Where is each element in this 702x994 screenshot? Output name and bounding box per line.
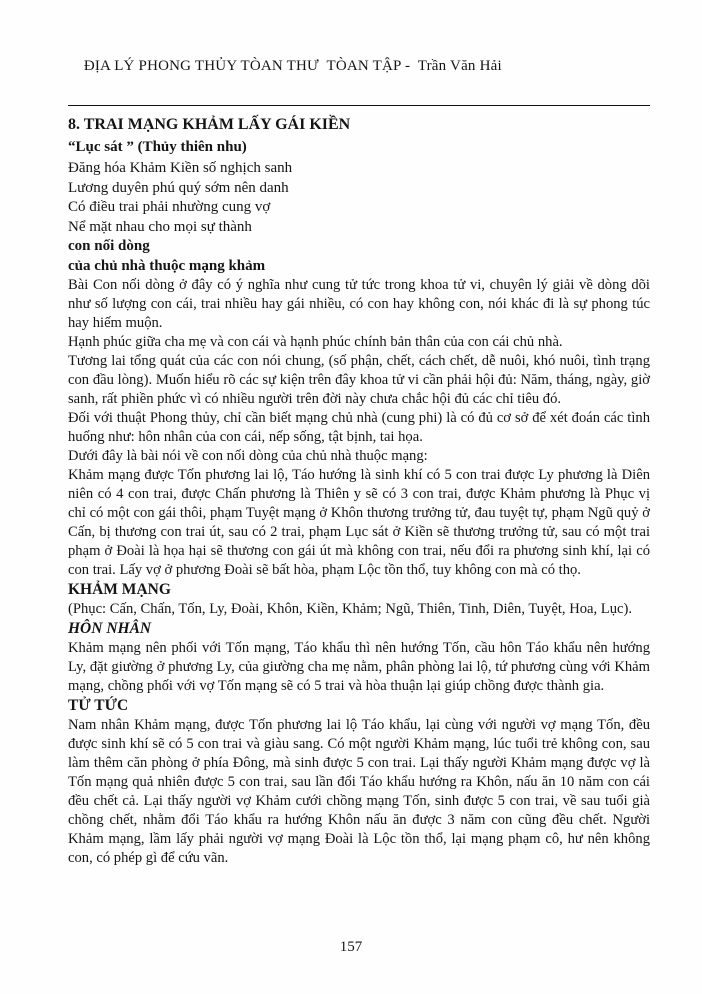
page-content xyxy=(68,115,650,868)
paragraph-4: Đối với thuật Phong thủy, chỉ cần biết mạng chủ nhà (cung phi) là có đủ cơ sở để xét đoán các tình huống như: hôn nhân của con cái, nếp sống, tật bịnh, tai họa. xyxy=(68,410,650,445)
heading-tu-tuc: TỬ TỨC xyxy=(68,697,129,714)
verse-line-2: Lương duyên phú quý sớm nên danh xyxy=(68,179,289,196)
tu-tuc-body: Nam nhân Khảm mạng, được Tốn phương lai lộ Táo khẩu, lại cùng với người vợ mạng Tốn, đều được sinh khí sẽ có 5 con trai và giàu sang. Có một người Khảm mạng, lúc tuổi trẻ không con, sau làm thêm căn phòng ở phía Đông, mà sinh được 5 con trai. Lại thấy người Khảm mạng được vợ là Tốn mạng quả nhiên được 5 con trai, sau lần đổi Táo khẩu hướng ra Khôn, nấu ăn 10 năm con cái đều chết cả. Lại thấy người vợ Khảm cưới chồng mạng Tốn, sinh được 5 con trai, về sau tuổi già chồng chết, nhằm đổi Táo khẩu ra hướng Khôn nấu ăn được 3 năm con cũng đều chết. Người Khảm mạng, lầm lấy phải người vợ mạng Đoài là Lộc tồn thổ, lại mạng phạm cô, hư nên không con, có phép gì để cứu vãn. xyxy=(68,717,650,866)
paragraph-2: Hạnh phúc giữa cha mẹ và con cái và hạnh phúc chính bản thân của con cái chủ nhà. xyxy=(68,334,563,350)
lead-line-1: con nối dòng xyxy=(68,238,150,254)
chapter-subtitle: “Lục sát ” (Thủy thiên nhu) xyxy=(68,139,247,155)
paragraph-5: Dưới đây là bài nói về con nối dòng của chủ nhà thuộc mạng: xyxy=(68,448,428,464)
chapter-title: 8. TRAI MẠNG KHẢM LẤY GÁI KIỀN xyxy=(68,116,351,133)
page-footer xyxy=(0,939,702,956)
heading-kham-mang: KHẢM MẠNG xyxy=(68,581,171,598)
verse-line-4: Nể mặt nhau cho mọi sự thành xyxy=(68,218,252,235)
running-header-text: ĐỊA LÝ PHONG THỦY TÒAN THƯ TÒAN TẬP - Trần Văn Hải xyxy=(83,58,502,74)
heading-hon-nhan: HÔN NHÂN xyxy=(68,620,152,637)
paragraph-1: Bài Con nối dòng ở đây có ý nghĩa như cung tử tức trong khoa tử vi, chuyên lý giải về dòng dõi như số lượng con cái, trai nhiều hay gái nhiều, có con hay không con, nói khác đi là sự phong túc hay hiếm muộn. xyxy=(68,277,650,331)
page-number: 157 xyxy=(339,939,363,955)
verse-line-3: Có điều trai phải nhường cung vợ xyxy=(68,199,271,215)
running-header xyxy=(68,36,650,96)
paragraph-3: Tương lai tổng quát của các con nói chung, (số phận, chết, cách chết, dễ nuôi, khó nuôi, tình trạng con đầu lòng). Muốn hiểu rõ các sự kiện trên đây khoa tử vi cần phải hội đủ: Năm, tháng, ngày, giờ sanh, rất phiền phức vì có nhiều người trên đời này chưa chắc hội đủ các chỉ tiêu đó. xyxy=(68,353,650,407)
kham-mang-body: (Phục: Cấn, Chấn, Tốn, Ly, Đoài, Khôn, Kiền, Khảm; Ngũ, Thiên, Tinh, Diên, Tuyệt, Hoa, Lục). xyxy=(68,601,632,617)
hon-nhan-body: Khảm mạng nên phối với Tốn mạng, Táo khẩu thì nên hướng Tốn, cầu hôn Táo khẩu nên hướng Ly, đặt giường ở phương Ly, của giường cha mẹ nằm, phân phòng lai lộ, tứ phương cùng với Khảm mạng, chồng phối với vợ Tốn mạng sẽ có 5 trai và hòa thuận lại giúp chồng được thành gia. xyxy=(68,640,650,694)
header-divider xyxy=(68,105,650,106)
lead-line-2: của chủ nhà thuộc mạng khảm xyxy=(68,257,266,274)
paragraph-6: Khảm mạng được Tốn phương lai lộ, Táo hướng là sinh khí có 5 con trai được Ly phương là Diên niên có 4 con trai, được Chấn phương là Thiên y sẽ có 3 con trai, được Khảm phương là Phục vị chỉ có một con gái thôi, phạm Tuyệt mạng ở Khôn thương trưởng tử, đau tuyệt tự, phạm Ngũ quỷ ở Cấn, bị thương con trai út, sau có 2 trai, phạm Lục sát ở Kiền sẽ thương trưởng tử, sau có một trai phạm ở Đoài là họa hại sẽ thương con gái út mà không con trai, nếu đổi ra phương sinh khí, lại có con trai. Lấy vợ ở phương Đoài sẽ bất hòa, phạm Lộc tồn thổ, tuy không con mà có thọ. xyxy=(68,467,650,578)
verse-line-1: Đăng hóa Khảm Kiền số nghịch sanh xyxy=(68,160,293,176)
